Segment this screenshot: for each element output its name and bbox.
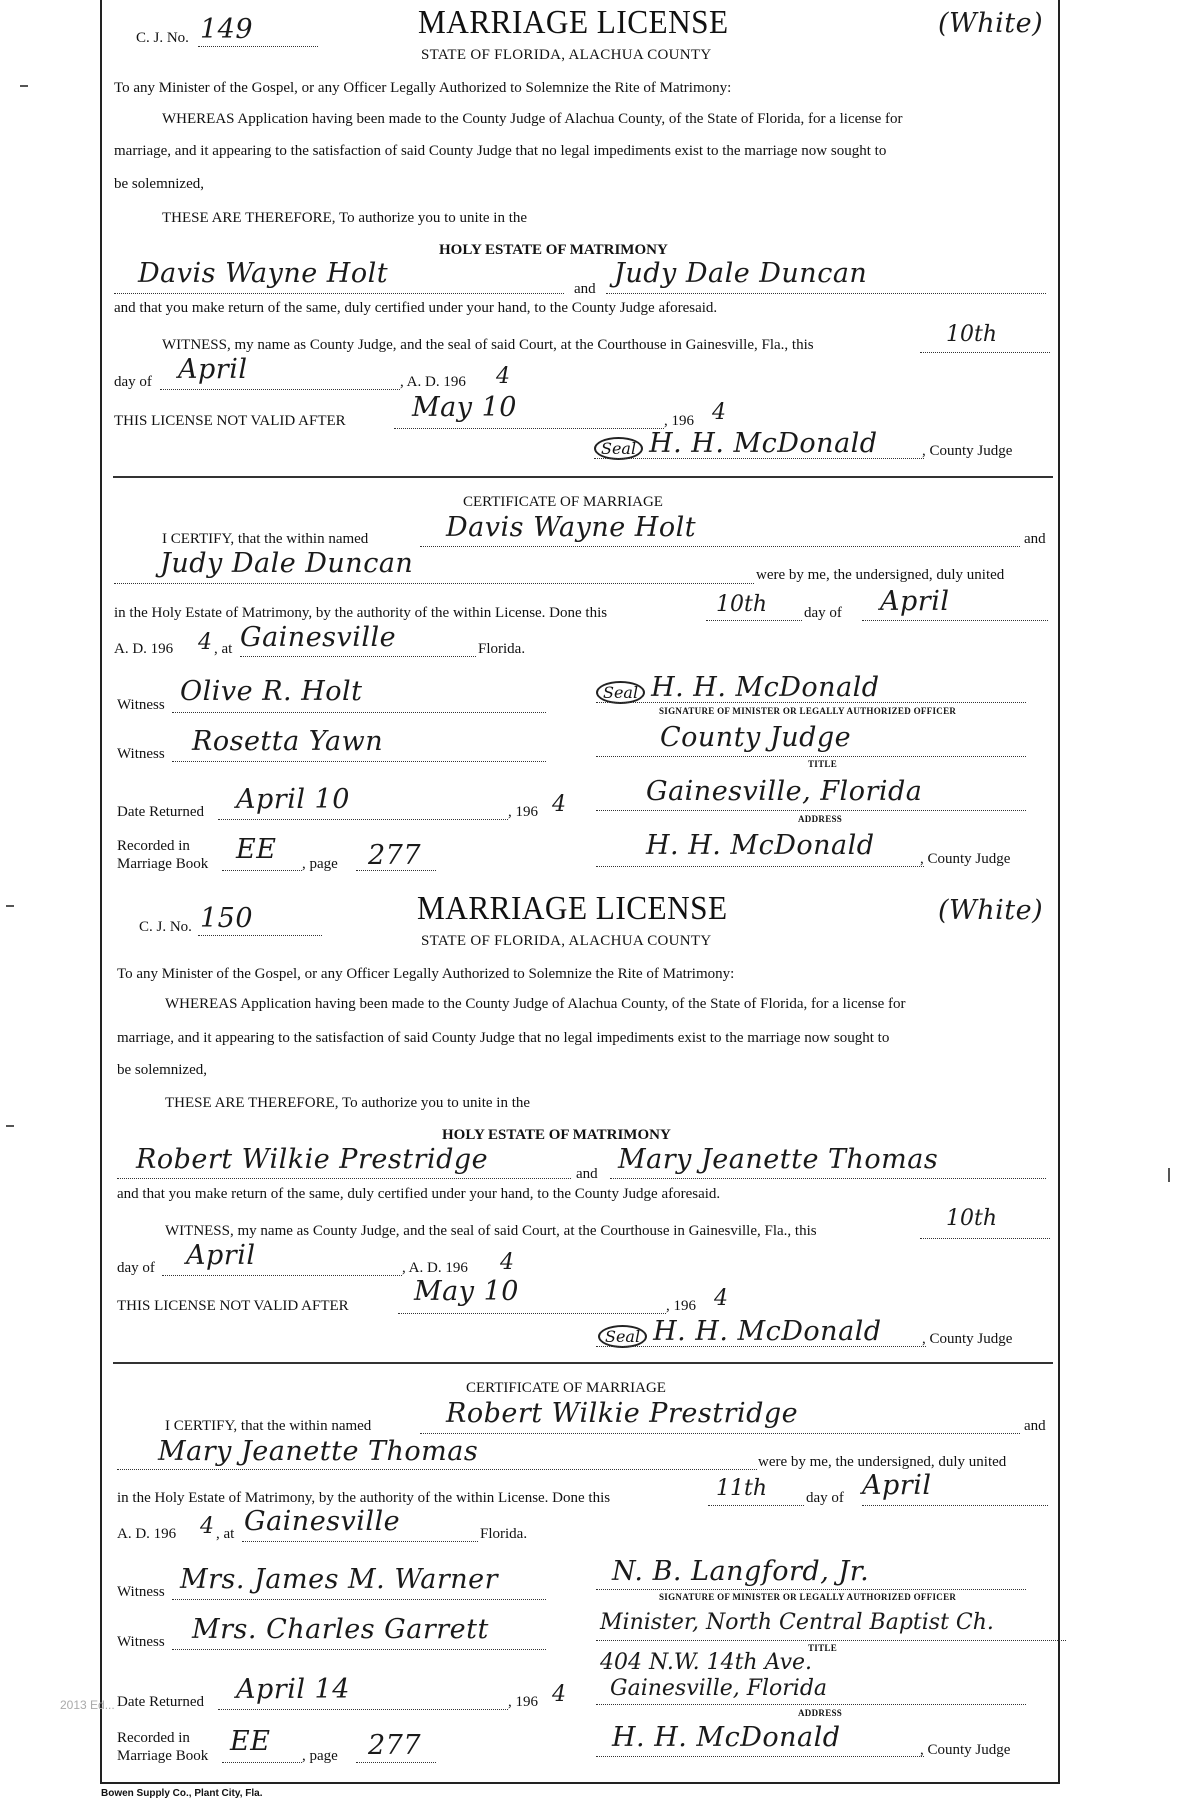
dotted-line: [596, 702, 1026, 703]
recorded-label-1: Recorded in: [117, 1730, 190, 1746]
return-line: and that you make return of the same, duly certified under your hand, to the County Judge aforesaid.: [114, 300, 718, 316]
whereas-line-2: marriage, and it appearing to the satisfaction of said County Judge that no legal impediments exist to the marriage now sought to: [117, 1030, 890, 1046]
dotted-line: [222, 870, 302, 871]
not-valid-label: THIS LICENSE NOT VALID AFTER: [117, 1298, 349, 1314]
certify-label: I CERTIFY, that the within named: [162, 531, 369, 547]
done-month: April: [880, 586, 950, 617]
witness2-name: Rosetta Yawn: [192, 726, 384, 757]
judge-signature: H. H. McDonald: [649, 428, 878, 459]
dotted-line: [596, 1346, 926, 1347]
done-month: April: [862, 1470, 932, 1501]
bride-name: Mary Jeanette Thomas: [618, 1144, 939, 1175]
dotted-line: [240, 656, 476, 657]
dotted-line: [862, 1505, 1048, 1506]
section-divider: [113, 476, 1053, 478]
recorded-label-2: Marriage Book: [117, 856, 209, 872]
license-year-digit: 4: [496, 364, 510, 389]
license-year-digit: 4: [500, 1250, 514, 1275]
scan-mark: [6, 905, 14, 907]
and-label: and: [1024, 1418, 1046, 1434]
dotted-line: [356, 1762, 436, 1763]
and-label: and: [1024, 531, 1046, 547]
dotted-line: [920, 352, 1050, 353]
dotted-line: [242, 1541, 478, 1542]
signature-label: SIGNATURE OF MINISTER OR LEGALLY AUTHORIZED OFFICER: [659, 1592, 957, 1602]
dotted-line: [117, 1178, 571, 1179]
groom-name: Davis Wayne Holt: [138, 258, 389, 289]
license-subtitle: STATE OF FLORIDA, ALACHUA COUNTY: [421, 47, 712, 63]
officer-address-line-2: Gainesville, Florida: [610, 1676, 828, 1701]
witness2-name: Mrs. Charles Garrett: [192, 1614, 489, 1645]
seal-stamp: Seal: [596, 681, 645, 704]
dotted-line: [218, 1709, 508, 1710]
dotted-line: [114, 583, 754, 584]
not-valid-date: May 10: [414, 1276, 519, 1307]
dotted-line: [596, 810, 1026, 811]
witness2-label: Witness: [117, 746, 165, 762]
date-returned-label: Date Returned: [117, 804, 205, 820]
date-returned: April 10: [236, 784, 350, 815]
license-month: April: [178, 354, 248, 385]
not-valid-date: May 10: [412, 392, 517, 423]
dotted-line: [594, 458, 924, 459]
united-text: were by me, the undersigned, duly united: [756, 567, 1005, 583]
cert-bride-name: Mary Jeanette Thomas: [158, 1436, 479, 1467]
county-judge-label: , County Judge: [920, 1742, 1011, 1758]
address-label: ADDRESS: [798, 1708, 843, 1718]
done-day: 11th: [716, 1476, 768, 1501]
returned-year-digit: 4: [552, 792, 566, 817]
ad-label: , A. D. 196: [402, 1260, 468, 1276]
florida-label: Florida.: [478, 641, 526, 657]
dotted-line: [172, 1649, 546, 1650]
day-of-label: day of: [114, 374, 152, 390]
dotted-line: [920, 1238, 1050, 1239]
signature-label: SIGNATURE OF MINISTER OR LEGALLY AUTHORIZED OFFICER: [659, 706, 957, 716]
judge-signature-block: [598, 1316, 882, 1348]
page-label: , page: [302, 856, 338, 872]
united-text: were by me, the undersigned, duly united: [758, 1454, 1007, 1470]
section-divider: [113, 1362, 1053, 1364]
recorder-signature: H. H. McDonald: [612, 1722, 841, 1753]
holy-estate-heading: HOLY ESTATE OF MATRIMONY: [442, 1127, 671, 1143]
whereas-line-1: WHEREAS Application having been made to the County Judge of Alachua County, of the State of Florida, for a license for: [165, 996, 906, 1012]
returned-year-label: , 196: [508, 804, 538, 820]
page-label: , page: [302, 1748, 338, 1764]
officer-signature: H. H. McDonald: [651, 672, 880, 703]
not-valid-year-digit: 4: [714, 1286, 728, 1311]
dotted-line: [162, 1275, 402, 1276]
dotted-line: [596, 1704, 1026, 1705]
returned-year-digit: 4: [552, 1682, 566, 1707]
dotted-line: [172, 712, 546, 713]
dotted-line: [862, 620, 1048, 621]
address-label: ADDRESS: [798, 814, 843, 824]
whereas-line-2: marriage, and it appearing to the satisfaction of said County Judge that no legal impediments exist to the marriage now sought to: [114, 143, 887, 159]
dotted-line: [596, 1640, 1066, 1641]
therefore-line: THESE ARE THEREFORE, To authorize you to unite in the: [165, 1095, 531, 1111]
witness-line: WITNESS, my name as County Judge, and the seal of said Court, at the Courthouse in Gainesville, Fla., this: [165, 1223, 817, 1239]
done-day: 10th: [716, 592, 768, 617]
dotted-line: [706, 620, 802, 621]
whereas-line-3: be solemnized,: [114, 176, 204, 192]
groom-name: Robert Wilkie Prestridge: [136, 1144, 489, 1175]
license-title: MARRIAGE LICENSE: [417, 890, 728, 927]
officer-signature-block: [596, 672, 880, 704]
cert-address: Gainesville, Florida: [646, 776, 923, 807]
cj-number: 150: [200, 903, 254, 934]
dotted-line: [356, 870, 436, 871]
day-of-label: day of: [804, 605, 842, 621]
dotted-line: [218, 819, 508, 820]
license-title: MARRIAGE LICENSE: [418, 4, 729, 41]
dotted-line: [596, 866, 924, 867]
seal-stamp: Seal: [598, 1325, 647, 1348]
judge-signature: H. H. McDonald: [653, 1316, 882, 1347]
witness1-name: Mrs. James M. Warner: [180, 1564, 499, 1595]
cert-groom-name: Robert Wilkie Prestridge: [446, 1398, 799, 1429]
witness2-label: Witness: [117, 1634, 165, 1650]
not-valid-label: THIS LICENSE NOT VALID AFTER: [114, 413, 346, 429]
therefore-line: THESE ARE THEREFORE, To authorize you to unite in the: [162, 210, 528, 226]
license-month: April: [186, 1240, 256, 1271]
officer-title: County Judge: [660, 722, 852, 753]
dotted-line: [398, 1313, 666, 1314]
marriage-book: EE: [230, 1726, 271, 1757]
not-valid-year-label: , 196: [664, 413, 694, 429]
witness1-label: Witness: [117, 1584, 165, 1600]
judge-title: , County Judge: [922, 1331, 1013, 1347]
watermark: 2013 Ed...: [60, 1698, 115, 1712]
certificate-title: CERTIFICATE OF MARRIAGE: [463, 494, 663, 510]
officer-signature: N. B. Langford, Jr.: [612, 1556, 870, 1587]
license-day: 10th: [946, 322, 998, 347]
certificate-title: CERTIFICATE OF MARRIAGE: [466, 1380, 666, 1396]
dotted-line: [420, 1433, 1020, 1434]
judge-title: , County Judge: [922, 443, 1013, 459]
florida-label: Florida.: [480, 1526, 528, 1542]
ad-label: , A. D. 196: [400, 374, 466, 390]
cert-place: Gainesville: [240, 622, 397, 653]
dotted-line: [198, 46, 318, 47]
officer-title: Minister, North Central Baptist Ch.: [600, 1610, 994, 1635]
day-of-label: day of: [117, 1260, 155, 1276]
holy-estate-text: in the Holy Estate of Matrimony, by the authority of the within License. Done this: [117, 1490, 611, 1506]
dotted-line: [117, 1469, 757, 1470]
dotted-line: [172, 761, 546, 762]
cert-bride-name: Judy Dale Duncan: [160, 548, 414, 579]
dotted-line: [172, 1599, 546, 1600]
not-valid-year-label: , 196: [666, 1298, 696, 1314]
certify-label: I CERTIFY, that the within named: [165, 1418, 372, 1434]
date-returned-label: Date Returned: [117, 1694, 205, 1710]
address-line: To any Minister of the Gospel, or any Officer Legally Authorized to Solemnize the Rite of Matrimony:: [114, 80, 732, 96]
cert-year-digit: 4: [200, 1514, 214, 1539]
recorded-label-2: Marriage Book: [117, 1748, 209, 1764]
dotted-line: [596, 1756, 924, 1757]
scan-mark: [1168, 1168, 1170, 1182]
dotted-line: [198, 935, 322, 936]
holy-estate-heading: HOLY ESTATE OF MATRIMONY: [439, 242, 668, 258]
return-line: and that you make return of the same, duly certified under your hand, to the County Judge aforesaid.: [117, 1186, 721, 1202]
witness1-label: Witness: [117, 697, 165, 713]
at-label: , at: [216, 1526, 235, 1542]
ad-label: A. D. 196: [117, 1526, 177, 1542]
cert-groom-name: Davis Wayne Holt: [446, 512, 697, 543]
frame-bottom-border: [100, 1782, 1060, 1784]
day-of-label: day of: [806, 1490, 844, 1506]
dotted-line: [610, 1178, 1046, 1179]
date-returned: April 14: [236, 1674, 350, 1705]
officer-address-line-1: 404 N.W. 14th Ave.: [600, 1650, 813, 1675]
witness1-name: Olive R. Holt: [180, 676, 363, 707]
whereas-line-3: be solemnized,: [117, 1062, 207, 1078]
dotted-line: [160, 389, 400, 390]
recorder-signature: H. H. McDonald: [646, 830, 875, 861]
cj-label: C. J. No.: [139, 919, 192, 935]
bride-name: Judy Dale Duncan: [614, 258, 868, 289]
printer-credit: Bowen Supply Co., Plant City, Fla.: [101, 1788, 263, 1799]
title-label: TITLE: [808, 1643, 838, 1653]
license-day: 10th: [946, 1206, 998, 1231]
and-label: and: [576, 1166, 598, 1182]
recorded-label-1: Recorded in: [117, 838, 190, 854]
holy-estate-text: in the Holy Estate of Matrimony, by the authority of the within License. Done this: [114, 605, 608, 621]
returned-year-label: , 196: [508, 1694, 538, 1710]
cert-year-digit: 4: [198, 630, 212, 655]
license-subtitle: STATE OF FLORIDA, ALACHUA COUNTY: [421, 933, 712, 949]
cj-label: C. J. No.: [136, 30, 189, 46]
witness-line: WITNESS, my name as County Judge, and the seal of said Court, at the Courthouse in Gainesville, Fla., this: [162, 337, 814, 353]
cj-number: 149: [200, 14, 254, 45]
and-label: and: [574, 281, 596, 297]
marriage-book: EE: [236, 834, 277, 865]
cert-place: Gainesville: [244, 1506, 401, 1537]
judge-signature-block: [594, 428, 878, 460]
dotted-line: [596, 1589, 1026, 1590]
dotted-line: [420, 546, 1020, 547]
not-valid-year-digit: 4: [712, 400, 726, 425]
race-note: (White): [938, 8, 1044, 39]
page-number: 277: [368, 840, 422, 871]
address-line: To any Minister of the Gospel, or any Officer Legally Authorized to Solemnize the Rite of Matrimony:: [117, 966, 735, 982]
page-number: 277: [368, 1730, 422, 1761]
race-note: (White): [938, 895, 1044, 926]
at-label: , at: [214, 641, 233, 657]
county-judge-label: , County Judge: [920, 851, 1011, 867]
scan-mark: [6, 1125, 14, 1127]
dotted-line: [708, 1505, 804, 1506]
seal-stamp: Seal: [594, 437, 643, 460]
scan-mark: [20, 85, 28, 87]
dotted-line: [596, 756, 1026, 757]
whereas-line-1: WHEREAS Application having been made to the County Judge of Alachua County, of the State of Florida, for a license for: [162, 111, 903, 127]
title-label: TITLE: [808, 759, 838, 769]
dotted-line: [114, 293, 564, 294]
ad-label: A. D. 196: [114, 641, 174, 657]
dotted-line: [606, 293, 1046, 294]
dotted-line: [222, 1762, 302, 1763]
